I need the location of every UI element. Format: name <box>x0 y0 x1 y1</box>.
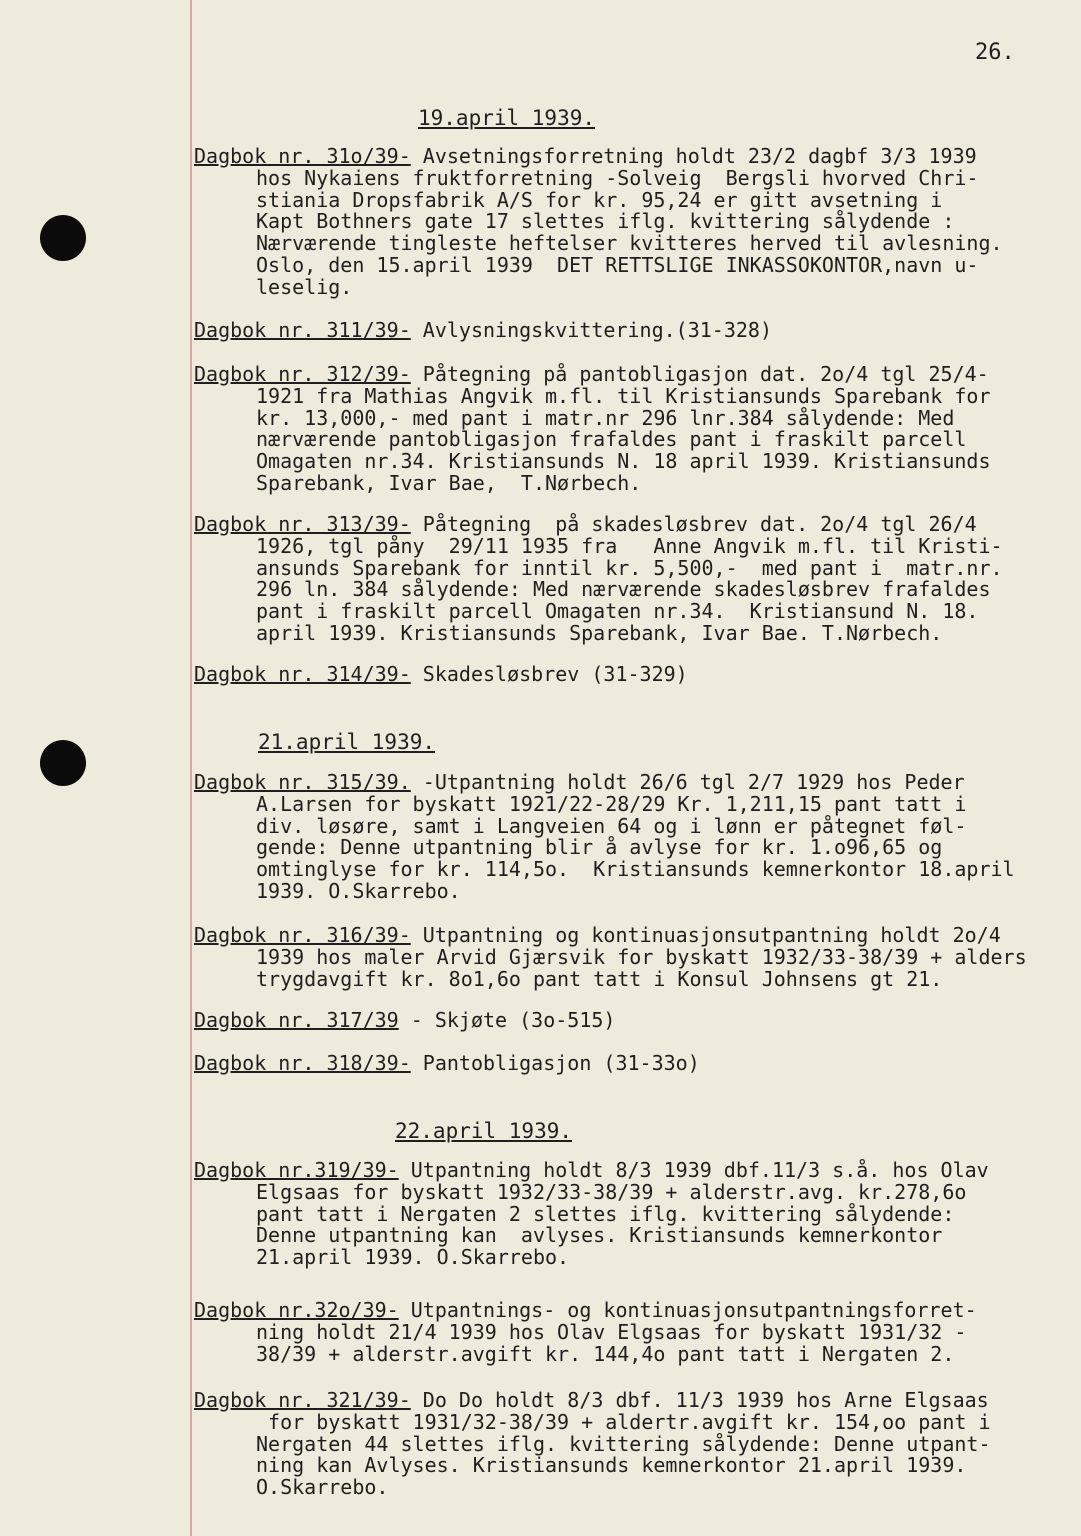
entry-line: 1926, tgl påny 29/11 1935 fra Anne Angvik m.fl. til Kristi- <box>256 533 1003 558</box>
entry-line: Nergaten 44 slettes iflg. kvittering sålydende: Denne utpant- <box>256 1431 991 1456</box>
entry-text: Skadesløsbrev (31-329) <box>410 662 688 686</box>
punch-hole <box>40 215 86 261</box>
entry-text: Avlysningskvittering.(31-328) <box>410 318 772 342</box>
entry-line <box>194 1010 1074 1032</box>
journal-entry <box>194 1160 1074 1269</box>
entry-reference: Dagbok nr. 313/39- <box>194 512 411 536</box>
entry-line <box>194 925 1074 947</box>
journal-entry <box>194 146 1074 299</box>
entry-reference: Dagbok nr. 317/39 <box>194 1008 399 1032</box>
entry-text: Utpantning og kontinuasjonsutpantning holdt 2o/4 <box>410 923 1001 947</box>
entry-text: Do Do holdt 8/3 dbf. 11/3 1939 hos Arne Elgsaas <box>410 1388 989 1412</box>
entry-reference: Dagbok nr. 314/39- <box>194 662 411 686</box>
entry-line: div. løsøre, samt i Langveien 64 og i lønn er påtegnet føl- <box>256 813 967 838</box>
entry-line <box>194 146 1074 168</box>
date-heading: 22.april 1939. <box>395 1119 573 1143</box>
journal-entry <box>194 514 1074 645</box>
entry-line: ning kan Avlyses. Kristiansunds kemnerkontor 21.april 1939. <box>256 1453 967 1478</box>
margin-line <box>190 0 192 1536</box>
entry-line <box>194 1300 1074 1322</box>
entry-line <box>194 772 1074 794</box>
entry-reference: Dagbok nr. 311/39- <box>194 318 411 342</box>
entry-line <box>194 514 1074 536</box>
entry-reference: Dagbok nr.32o/39- <box>194 1298 399 1322</box>
entry-line: for byskatt 1931/32-38/39 + aldertr.avgift kr. 154,oo pant i <box>256 1409 991 1434</box>
entry-reference: Dagbok nr. 318/39- <box>194 1051 411 1075</box>
entry-reference: Dagbok nr. 315/39. <box>194 770 411 794</box>
entry-line: nærværende pantobligasjon frafaldes pant i fraskilt parcell <box>256 427 967 452</box>
entry-line <box>194 1390 1074 1412</box>
entry-reference: Dagbok nr. 316/39- <box>194 923 411 947</box>
entry-line: 1939. O.Skarrebo. <box>256 878 461 903</box>
entry-line: gende: Denne utpantning blir å avlyse for kr. 1.o96,65 og <box>256 835 943 860</box>
entry-line: 296 ln. 384 sålydende: Med nærværende skadesløsbrev frafaldes <box>256 577 991 602</box>
entry-line: stiania Dropsfabrik A/S for kr. 95,24 er gitt avsetning i <box>256 187 943 212</box>
entry-line: Oslo, den 15.april 1939 DET RETTSLIGE INKASSOKONTOR,navn u- <box>256 252 979 277</box>
entry-text: Utpantnings- og kontinuasjonsutpantningsforret- <box>398 1298 977 1322</box>
entry-line: Omagaten nr.34. Kristiansunds N. 18 april 1939. Kristiansunds <box>256 449 991 474</box>
entry-reference: Dagbok nr. 31o/39- <box>194 144 411 168</box>
entry-line: Elgsaas for byskatt 1932/33-38/39 + alderstr.avg. kr.278,6o <box>256 1179 967 1204</box>
entry-reference: Dagbok nr. 312/39- <box>194 362 411 386</box>
entry-line: ansunds Sparebank for inntil kr. 5,500,- med pant i matr.nr. <box>256 555 1003 580</box>
entry-line: Sparebank, Ivar Bae, T.Nørbech. <box>256 470 642 495</box>
entry-text: Påtegning på pantobligasjon dat. 2o/4 tgl 25/4- <box>410 362 989 386</box>
entry-line: Nærværende tingleste heftelser kvitteres herved til avlesning. <box>256 231 1003 256</box>
entry-line: Kapt Bothners gate 17 slettes iflg. kvittering sålydende : <box>256 209 955 234</box>
entry-line: 1921 fra Mathias Angvik m.fl. til Kristiansunds Sparebank for <box>256 383 991 408</box>
entry-line <box>194 320 1074 342</box>
entry-line: 1939 hos maler Arvid Gjærsvik for byskatt 1932/33-38/39 + alders <box>256 944 1027 969</box>
journal-entry <box>194 364 1074 495</box>
entry-text: - Skjøte (3o-515) <box>398 1008 616 1032</box>
entry-reference: Dagbok nr. 321/39- <box>194 1388 411 1412</box>
entry-line: leselig. <box>256 274 353 299</box>
entry-line: O.Skarrebo. <box>256 1475 389 1500</box>
entry-line <box>194 364 1074 386</box>
journal-entry <box>194 925 1074 990</box>
entry-text: Pantobligasjon (31-33o) <box>410 1051 700 1075</box>
entry-text: Påtegning på skadesløsbrev dat. 2o/4 tgl 26/4 <box>410 512 977 536</box>
entry-line <box>194 664 1074 686</box>
entry-line: hos Nykaiens fruktforretning -Solveig Bergsli hvorved Chri- <box>256 165 979 190</box>
entry-line: A.Larsen for byskatt 1921/22-28/29 Kr. 1,211,15 pant tatt i <box>256 791 967 816</box>
entry-line: pant tatt i Nergaten 2 slettes iflg. kvittering sålydende: <box>256 1201 955 1226</box>
journal-entry <box>194 1390 1074 1499</box>
entry-line <box>194 1053 1074 1075</box>
entry-line <box>194 1160 1074 1182</box>
journal-entry <box>194 1053 1074 1075</box>
entry-line: Denne utpantning kan avlyses. Kristiansunds kemnerkontor <box>256 1223 943 1248</box>
punch-hole <box>40 740 86 786</box>
entry-text: Avsetningsforretning holdt 23/2 dagbf 3/3 1939 <box>410 144 977 168</box>
date-heading: 21.april 1939. <box>258 730 436 754</box>
entry-text: -Utpantning holdt 26/6 tgl 2/7 1929 hos Peder <box>410 770 965 794</box>
entry-line: april 1939. Kristiansunds Sparebank, Ivar Bae. T.Nørbech. <box>256 620 943 645</box>
journal-entry <box>194 772 1074 903</box>
page-number: 26. <box>975 40 1015 65</box>
entry-reference: Dagbok nr.319/39- <box>194 1158 399 1182</box>
journal-entry <box>194 320 1074 342</box>
journal-entry <box>194 1300 1074 1365</box>
entry-text: Utpantning holdt 8/3 1939 dbf.11/3 s.å. hos Olav <box>398 1158 989 1182</box>
entry-line: kr. 13,000,- med pant i matr.nr 296 lnr.384 sålydende: Med <box>256 405 955 430</box>
entry-line: ning holdt 21/4 1939 hos Olav Elgsaas for byskatt 1931/32 - <box>256 1319 967 1344</box>
entry-line: 38/39 + alderstr.avgift kr. 144,4o pant tatt i Nergaten 2. <box>256 1341 955 1366</box>
date-heading: 19.april 1939. <box>418 106 596 130</box>
journal-entry <box>194 664 1074 686</box>
entry-line: pant i fraskilt parcell Omagaten nr.34. Kristiansund N. 18. <box>256 599 979 624</box>
entry-line: 21.april 1939. O.Skarrebo. <box>256 1245 570 1270</box>
entry-line: omtinglyse for kr. 114,5o. Kristiansunds kemnerkontor 18.april <box>256 857 1015 882</box>
entry-line: trygdavgift kr. 8o1,6o pant tatt i Konsul Johnsens gt 21. <box>256 966 943 991</box>
journal-entry <box>194 1010 1074 1032</box>
